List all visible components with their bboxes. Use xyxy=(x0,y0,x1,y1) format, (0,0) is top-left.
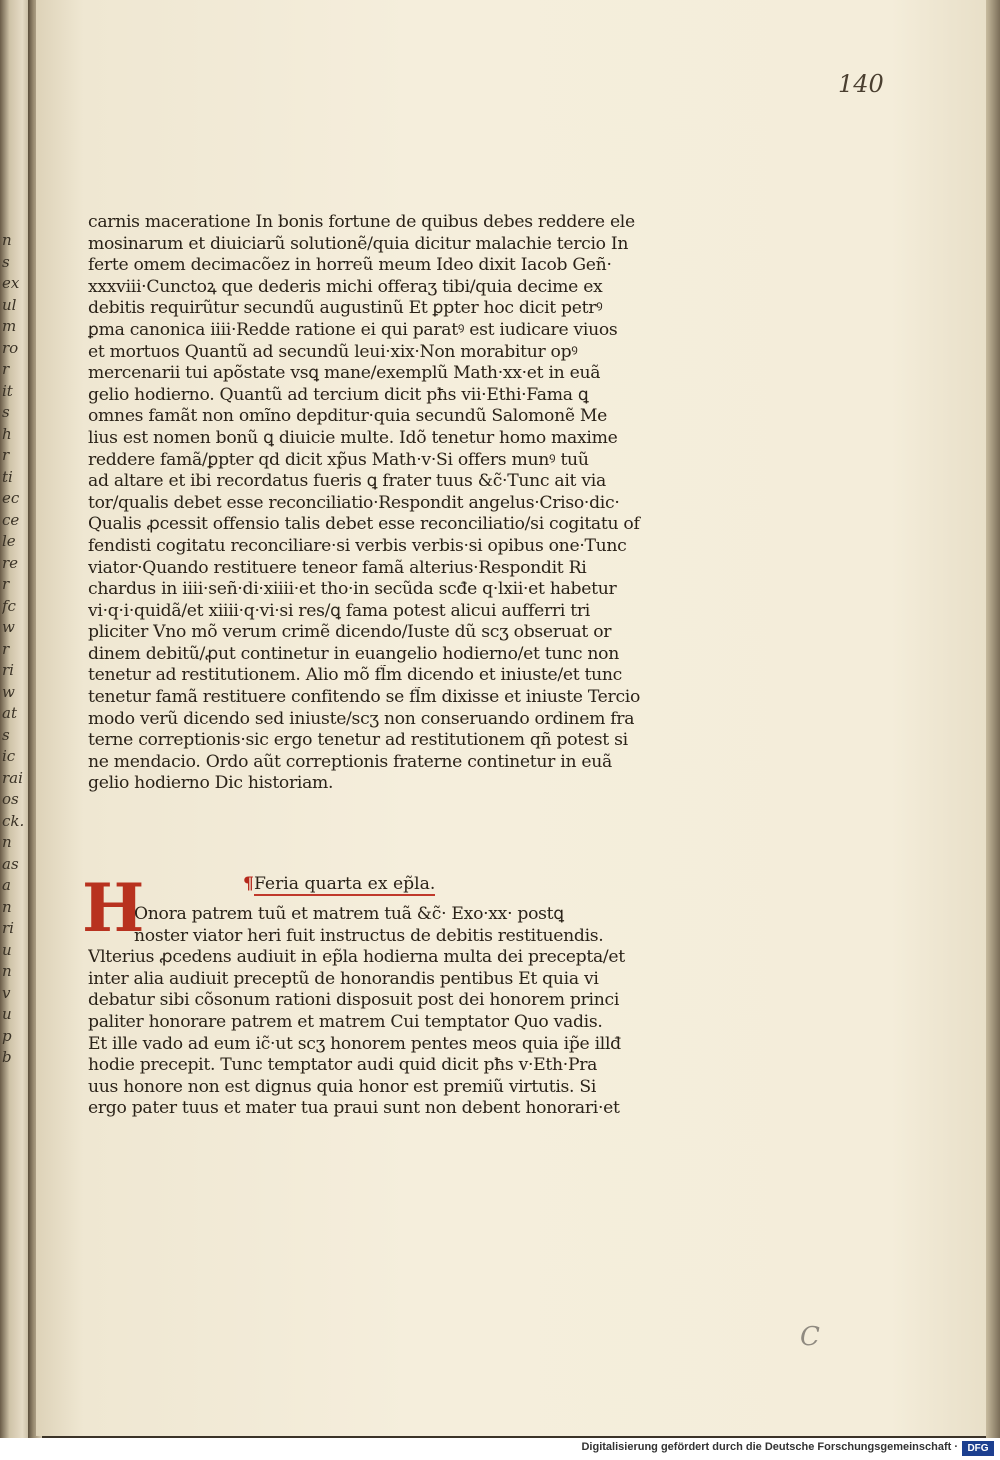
dfg-logo: DFG xyxy=(962,1441,994,1456)
text-line: dinem debitũ/ꝓut continetur in euangelio hodierno/et tunc non xyxy=(88,643,619,664)
text-line: ne mendacio. Ordo aũt correptionis fraterne continetur in euã xyxy=(88,751,612,772)
text-line: xxxviii·Cunctoꝝ que dederis michi offeraʒ tibi/quia decime ex xyxy=(88,276,603,297)
text-line: noster viator heri fuit instructus de debitis restituendis. xyxy=(134,925,604,946)
heading-text: Feria quarta ex ep̃la. xyxy=(253,874,436,894)
text-line: tenetur ad restitutionem. Alio mõ fl̃m dicendo et iniuste/et tunc xyxy=(88,665,622,686)
text-line: pliciter Vno mõ verum crimẽ dicendo/Iuste dũ scʒ obseruat or xyxy=(88,622,612,643)
text-line: viator·Quando restituere teneor famã alterius·Respondit Ri xyxy=(88,557,587,578)
text-line: ꝑma canonica iiii·Redde ratione ei qui paratꝰ est iudicare viuos xyxy=(88,319,618,340)
text-line: gelio hodierno. Quantũ ad tercium dicit pħs vii·Ethi·Fama ꝗ xyxy=(88,384,589,405)
text-line: mosinarum et diuiciarũ solutionẽ/quia dicitur malachie tercio In xyxy=(88,233,629,254)
text-line: mercenarii tui apõstate vsꝗ mane/exemplũ Math·xx·et in euã xyxy=(88,363,601,384)
section-heading xyxy=(243,874,435,894)
text-line: Vlterius ꝓcedens audiuit in ep̃la hodierna multa dei precepta/et xyxy=(88,947,625,968)
text-line: ergo pater tuus et mater tua praui sunt non debent honorari·et xyxy=(88,1098,620,1119)
text-line: ferte omem decimacõez in horreũ meum Ideo dixit Iacob Geñ· xyxy=(88,255,612,276)
text-line: debitis requirũtur secundũ augustinũ Et ꝑpter hoc dicit petrꝰ xyxy=(88,298,603,319)
rubricated-initial: H xyxy=(82,869,145,947)
text-line: chardus in iiii·señ·di·xiiii·et tho·in secũda scđe q·lxii·et habetur xyxy=(88,579,617,600)
pencil-mark: C xyxy=(800,1322,820,1352)
text-line: inter alia audiuit preceptũ de honorandis pentibus Et quia vi xyxy=(88,968,599,989)
text-line: hodie precepit. Tunc temptator audi quid dicit pħs v·Eth·Pra xyxy=(88,1055,598,1076)
text-line: vi·q·i·quidã/et xiiii·q·vi·si res/ꝗ fama potest alicui aufferri tri xyxy=(88,600,590,621)
folio-number: 140 xyxy=(838,70,884,98)
text-line: modo verũ dicendo sed iniuste/scʒ non conseruando ordinem fra xyxy=(88,708,635,729)
footer-credit: Digitalisierung gefördert durch die Deutsche Forschungsgemeinschaft · xyxy=(581,1441,958,1453)
text-line: carnis maceratione In bonis fortune de quibus debes reddere ele xyxy=(88,212,635,232)
right-page-edge xyxy=(986,0,1000,1438)
text-line: debatur sibi cõsonum rationi disposuit post dei honorem princi xyxy=(88,990,620,1011)
text-line: tenetur famã restituere confitendo se fl̃m dixisse et iniuste Tercio xyxy=(88,687,641,708)
text-line: tor/qualis debet esse reconciliatio·Respondit angelus·Criso·dic· xyxy=(88,492,620,513)
text-line: omnes famãt non omĩno depditur·quia secundũ Salomonẽ Me xyxy=(88,406,608,427)
text-line: et mortuos Quantũ ad secundũ leui·xix·Non morabitur opꝰ xyxy=(88,341,578,362)
paragraph-1 xyxy=(88,212,668,795)
text-line: uus honore non est dignus quia honor est premiũ virtutis. Si xyxy=(88,1076,597,1097)
paragraph-mark: ¶ xyxy=(243,874,254,894)
paragraph-2 xyxy=(88,904,668,1120)
text-line: fendisti cogitatu reconciliare·si verbis verbis·si opibus one·Tunc xyxy=(88,535,627,556)
footer-bar xyxy=(0,1438,1000,1460)
text-line: Onora patrem tuũ et matrem tuã &c̃· Exo·xx· postꝗ xyxy=(134,904,564,924)
facing-page-text: n s ex ul m ro r it s h r ti ec ce le re r fc w r ri w at s ic rai os ck. n as a n ri u n v u p b xyxy=(2,231,25,1066)
text-line: gelio hodierno Dic historiam. xyxy=(88,773,334,794)
text-line: Et ille vado ad eum ic̃·ut scʒ honorem pentes meos quia ip̃e illđ xyxy=(88,1033,621,1054)
text-line: ad altare et ibi recordatus fueris ꝗ frater tuus &c̃·Tunc ait via xyxy=(88,471,606,492)
text-line: Qualis ꝓcessit offensio talis debet esse reconciliatio/si cogitatu of xyxy=(88,514,640,535)
text-line: reddere famã/ꝑpter qd dicit xp̃us Math·v·Si offers munꝰ tuũ xyxy=(88,449,589,470)
text-line: paliter honorare patrem et matrem Cui temptator Quo vadis. xyxy=(88,1011,603,1032)
text-line: terne correptionis·sic ergo tenetur ad restitutionem qñ potest si xyxy=(88,730,628,751)
text-line: lius est nomen bonũ ꝗ diuicie multe. Idõ tenetur homo maxime xyxy=(88,427,618,448)
